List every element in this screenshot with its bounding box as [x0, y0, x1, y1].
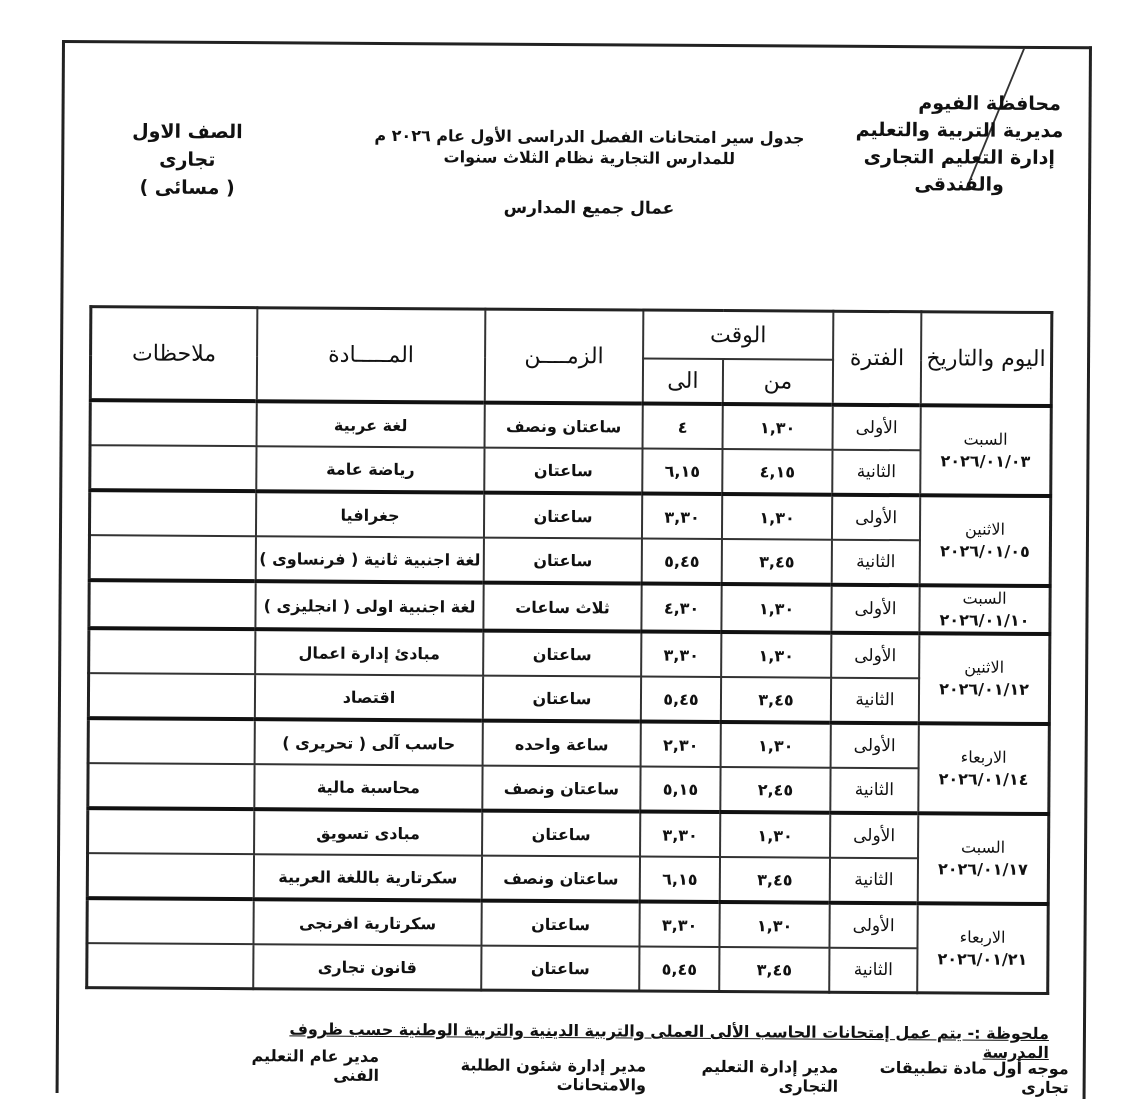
subject-cell: محاسبة مالية — [254, 764, 482, 810]
duration-cell: ساعتان ونصف — [485, 403, 643, 449]
end-time-cell: ٤,٣٠ — [641, 584, 721, 632]
day-name: السبت — [963, 429, 1008, 449]
day-name: الاربعاء — [960, 747, 1007, 767]
day-date-cell — [919, 633, 1050, 724]
start-time-cell: ٣,٤٥ — [720, 857, 830, 903]
notes-cell — [88, 763, 255, 809]
table-row — [88, 673, 1049, 724]
notes-cell — [89, 628, 256, 674]
duration-cell: ساعتان — [484, 538, 642, 584]
exam-date: ٢٠٢٦/٠١/٠٥ — [939, 541, 1030, 561]
day-date-cell — [918, 813, 1049, 904]
period-cell: الثانية — [829, 948, 917, 993]
track-text: تجارى — [159, 148, 216, 171]
end-time-cell: ٥,٤٥ — [641, 677, 721, 722]
start-time-cell: ١,٣٠ — [723, 404, 833, 450]
subject-cell: اقتصاد — [255, 674, 483, 720]
end-time-cell: ٢,٣٠ — [641, 722, 721, 767]
header-duration: الزمــــن — [485, 309, 644, 403]
day-date-cell — [917, 903, 1048, 993]
start-time-cell: ٣,٤٥ — [722, 539, 832, 585]
document-title-block — [354, 125, 825, 221]
period-cell: الأولى — [832, 495, 920, 541]
day-date-cell — [919, 585, 1050, 634]
start-time-cell: ١,٣٠ — [721, 632, 831, 678]
day-name: السبت — [960, 837, 1006, 857]
duration-cell: ساعتان — [484, 493, 642, 539]
end-time-cell: ٤ — [643, 404, 723, 449]
table-row — [88, 718, 1049, 769]
notes-cell — [87, 853, 254, 899]
duration-cell: ساعتان — [482, 811, 640, 857]
end-time-cell: ٦,١٥ — [642, 449, 722, 494]
notes-cell — [90, 400, 257, 446]
table-row — [88, 808, 1049, 859]
header-period: الفترة — [833, 311, 922, 405]
exam-date: ٢٠٢٦/٠١/١٢ — [939, 679, 1030, 699]
end-time-cell: ٥,٤٥ — [642, 539, 722, 584]
period-cell: الأولى — [829, 903, 917, 949]
notes-cell — [88, 808, 255, 854]
period-cell: الثانية — [830, 858, 918, 904]
subject-cell: لغة عربية — [257, 401, 485, 447]
day-name: الاربعاء — [959, 927, 1006, 947]
day-date-cell — [920, 405, 1051, 496]
duration-cell: ساعة واحده — [483, 721, 641, 767]
exam-date: ٢٠٢٦/٠١/١٤ — [938, 769, 1029, 789]
table-row — [89, 628, 1050, 679]
duration-cell: ساعتان ونصف — [482, 766, 640, 812]
exam-date: ٢٠٢٦/٠١/٠٣ — [940, 451, 1031, 471]
subject-cell: قانون تجارى — [253, 944, 481, 990]
title-line-2: للمدارس التجارية نظام الثلاث سنوات — [443, 147, 736, 169]
start-time-cell: ١,٣٠ — [720, 812, 830, 858]
start-time-cell: ١,٣٠ — [721, 722, 831, 768]
footnote: ملحوظة :- يتم عمل إمتحانات الحاسب الألى العملى والتربية الدينية والتربية الوطنية حسب ظروف المدرسة — [289, 1019, 1050, 1063]
subject-cell: رياضة عامة — [256, 446, 484, 492]
header-time: الوقت — [643, 310, 833, 360]
duration-cell: ساعتان — [481, 946, 639, 991]
day-name: السبت — [962, 588, 1007, 608]
title-line-1: جدول سير امتحانات الفصل الدراسى الأول عام ٢٠٢٦ م — [374, 125, 805, 148]
notes-cell — [87, 943, 254, 989]
notes-cell — [89, 535, 256, 581]
start-time-cell: ٣,٤٥ — [721, 677, 831, 723]
governorate-text: محافظة الفيوم — [918, 92, 1061, 116]
table-row — [87, 853, 1048, 904]
table-row — [87, 943, 1048, 993]
start-time-cell: ٣,٤٥ — [719, 947, 829, 992]
duration-cell: ساعتان — [484, 448, 642, 494]
end-time-cell: ٥,١٥ — [640, 767, 720, 812]
period-cell: الأولى — [831, 723, 919, 769]
period-cell: الأولى — [831, 633, 919, 679]
notes-cell — [90, 445, 257, 491]
exam-date: ٢٠٢٦/٠١/١٧ — [937, 859, 1028, 879]
signature-1: موجه أول مادة تطبيقات تجارى — [879, 1058, 1069, 1098]
administration-text: إدارة التعليم التجارى والفندقى — [863, 145, 1056, 196]
shift-text: ( مسائى ) — [139, 176, 235, 200]
period-cell: الأولى — [833, 405, 921, 451]
start-time-cell: ١,٣٠ — [721, 584, 831, 633]
table-row — [89, 490, 1050, 541]
signature-3: مدير إدارة شئون الطلبة والامتحانات — [460, 1055, 647, 1095]
end-time-cell: ٣,٣٠ — [642, 494, 722, 539]
table-row — [87, 898, 1048, 949]
duration-cell: ساعتان ونصف — [482, 856, 640, 902]
start-time-cell: ١,٣٠ — [719, 902, 829, 948]
table-row — [90, 445, 1051, 496]
notes-cell — [89, 580, 256, 629]
header-to: الى — [643, 359, 723, 404]
header-notes: ملاحظات — [90, 307, 257, 402]
document-sheet — [56, 40, 1092, 1099]
header-day: اليوم والتاريخ — [921, 312, 1052, 406]
subject-cell: حاسب آلى ( تحريرى ) — [255, 719, 483, 765]
header-subject: المـــــادة — [257, 308, 486, 403]
end-time-cell: ٣,٣٠ — [640, 812, 720, 857]
signature-2: مدير إدارة التعليم التجارى — [701, 1056, 839, 1096]
day-date-cell — [920, 495, 1051, 586]
day-date-cell — [918, 723, 1049, 814]
signature-4: مدير عام التعليم الفنى — [251, 1046, 380, 1085]
period-cell: الأولى — [830, 813, 918, 859]
subject-cell: مبادى تسويق — [254, 809, 482, 855]
subject-cell: لغة اجنبية اولى ( انجليزى ) — [255, 581, 483, 630]
period-cell: الثانية — [832, 540, 920, 586]
notes-cell — [89, 490, 256, 536]
schedule-body — [87, 400, 1052, 993]
grade-block — [112, 117, 263, 202]
table-row — [89, 535, 1050, 586]
duration-cell: ساعتان — [483, 676, 641, 722]
directorate-text: مديرية التربية والتعليم — [855, 118, 1064, 143]
end-time-cell: ٦,١٥ — [640, 857, 720, 902]
duration-cell: ساعتان — [481, 901, 639, 947]
day-name: الاثنين — [964, 657, 1005, 677]
subject-cell: سكرتارية افرنجى — [253, 899, 481, 945]
start-time-cell: ٤,١٥ — [722, 449, 832, 495]
end-time-cell: ٣,٣٠ — [641, 632, 721, 677]
target-audience: عمال جميع المدارس — [503, 197, 675, 219]
exam-date: ٢٠٢٦/٠١/٢١ — [937, 949, 1028, 969]
exam-schedule-table — [85, 305, 1053, 995]
period-cell: الثانية — [832, 450, 920, 496]
period-cell: الأولى — [831, 585, 919, 634]
issuer-block — [844, 90, 1075, 199]
subject-cell: جغرافيا — [256, 491, 484, 537]
end-time-cell: ٣,٣٠ — [639, 902, 719, 947]
notes-cell — [88, 718, 255, 764]
subject-cell: مبادئ إدارة اعمال — [255, 629, 483, 675]
subject-cell: لغة اجنبية ثانية ( فرنساوى ) — [256, 536, 484, 582]
start-time-cell: ١,٣٠ — [722, 494, 832, 540]
table-row — [88, 763, 1049, 814]
start-time-cell: ٢,٤٥ — [720, 767, 830, 813]
duration-cell: ثلاث ساعات — [483, 583, 641, 632]
day-name: الاثنين — [965, 519, 1006, 539]
header-from: من — [723, 359, 833, 405]
period-cell: الثانية — [831, 678, 919, 724]
table-row — [90, 400, 1051, 451]
duration-cell: ساعتان — [483, 631, 641, 677]
notes-cell — [88, 673, 255, 719]
grade-text: الصف الاول — [132, 120, 243, 144]
exam-date: ٢٠٢٦/٠١/١٠ — [939, 610, 1030, 630]
table-row — [89, 580, 1050, 634]
subject-cell: سكرتارية باللغة العربية — [254, 854, 482, 900]
notes-cell — [87, 898, 254, 944]
period-cell: الثانية — [830, 768, 918, 814]
end-time-cell: ٥,٤٥ — [639, 947, 719, 992]
